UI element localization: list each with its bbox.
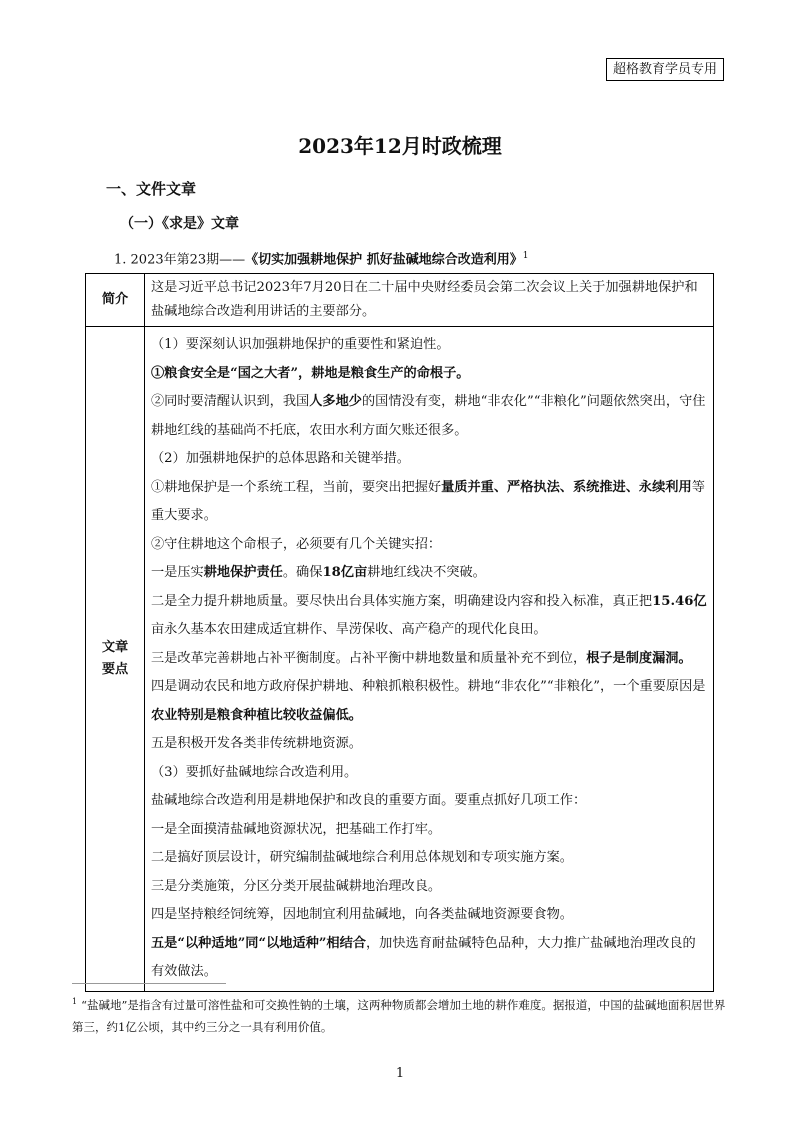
bold-text: 根子是制度漏洞。 <box>586 650 692 666</box>
bold-text: 15.46亿 <box>652 593 707 609</box>
intro-row <box>86 274 714 327</box>
bold-text: ①粮食安全是“国之大者”，耕地是粮食生产的命根子。 <box>151 365 470 381</box>
article-summary-table <box>85 273 714 992</box>
point-paragraph <box>151 474 707 531</box>
point-paragraph: 二是搞好顶层设计，研究编制盐碱地综合利用总体规划和专项实施方案。 <box>151 850 573 865</box>
point-paragraph: 三是分类施策，分区分类开展盐碱耕地治理改良。 <box>151 878 442 894</box>
point-paragraph <box>151 360 707 389</box>
plain-text: 三是改革完善耕地占补平衡制度。占补平衡中耕地数量和质量补充不到位， <box>151 650 587 666</box>
points-label <box>86 327 145 992</box>
bold-text: 人多地少 <box>309 394 362 409</box>
bold-text: 农业特别是粮食种植比较收益偏低。 <box>151 707 362 723</box>
plain-text: 四是调动农民和地方政府保护耕地、种粮抓粮积极性。耕地“非农化”“非粮化”，一个重要原因是 <box>151 679 706 694</box>
subsection-heading: （一）《求是》文章 <box>120 216 239 232</box>
point-paragraph <box>151 388 707 445</box>
plain-text: 二是全力提升耕地质量。要尽快出台具体实施方案，明确建设内容和投入标准，真正把 <box>151 593 653 609</box>
plain-text: 亩永久基本农田建成适宜耕作、旱涝保收、高产稳产的现代化良田。 <box>151 622 547 637</box>
plain-text: 等重大要求。 <box>151 479 705 523</box>
plain-text: 。确保 <box>282 565 323 580</box>
document-title: 2023年12月时政梳理 <box>298 134 502 158</box>
point-paragraph <box>151 645 707 674</box>
point-paragraph <box>151 559 707 588</box>
point-paragraph: （1）要深刻认识加强耕地保护的重要性和紧迫性。 <box>151 337 450 352</box>
intro-text: 这是习近平总书记2023年7月20日在二十届中央财经委员会第二次会议上关于加强耕地保护和盐碱地综合改造利用讲话的主要部分。 <box>145 274 714 327</box>
bold-text: 耕地保护责任 <box>203 565 283 580</box>
article-prefix: 1. 2023年第23期—— <box>114 252 246 268</box>
footnote <box>72 991 730 1038</box>
point-paragraph: （2）加强耕地保护的总体思路和关键举措。 <box>151 451 410 466</box>
article-heading <box>114 246 528 270</box>
point-paragraph: 四是坚持粮经饲统筹，因地制宜利用盐碱地，向各类盐碱地资源要食物。 <box>151 907 573 922</box>
footnote-reference: 1 <box>522 251 529 261</box>
point-paragraph: 一是全面摸清盐碱地资源状况，把基础工作打牢。 <box>151 821 442 837</box>
plain-text: 的国情没有变，耕地“非农化”“非粮化”问题依然突出，守住耕地红线的基础尚不托底，农田水利方面欠账还很多。 <box>151 394 706 438</box>
bold-text: 18亿亩 <box>322 565 368 580</box>
intro-label: 简介 <box>86 274 145 327</box>
plain-text: ①耕地保护是一个系统工程，当前，要突出把握好 <box>151 479 442 495</box>
point-paragraph <box>151 588 707 645</box>
plain-text: ，加快选育耐盐碱特色品种，大力推广盐碱地治理改良的有效做法。 <box>151 935 696 979</box>
bold-text: 量质并重、严格执法、系统推进、永续利用 <box>441 479 692 495</box>
section-heading: 一、文件文章 <box>106 180 197 198</box>
article-title: 《切实加强耕地保护 抓好盐碱地综合改造利用》 <box>245 252 523 268</box>
points-content <box>145 327 714 992</box>
point-paragraph: 盐碱地综合改造利用是耕地保护和改良的重要方面。要重点抓好几项工作： <box>151 793 587 808</box>
point-paragraph: 五是积极开发各类非传统耕地资源。 <box>151 736 362 751</box>
plain-text: 一是压实 <box>151 565 204 580</box>
plain-text: ②同时要清醒认识到，我国 <box>151 394 310 409</box>
point-paragraph <box>151 930 707 987</box>
points-label-line1: 文章 <box>101 639 129 655</box>
bold-text: 五是“以种适地”同“以地适种”相结合 <box>151 935 366 951</box>
point-paragraph: ②守住耕地这个命根子，必须要有几个关键实招： <box>151 536 442 552</box>
page-number: 1 <box>395 1066 405 1081</box>
point-paragraph <box>151 673 707 730</box>
footnote-mark: 1 <box>72 997 78 1006</box>
student-only-stamp: 超格教育学员专用 <box>606 58 724 81</box>
points-row <box>86 327 714 992</box>
footnote-text: “盐碱地”是指含有过量可溶性盐和可交换性钠的土壤，这两种物质都会增加土地的耕作难度。据报道，中国的盐碱地面积居世界第三，约1亿公顷，其中约三分之一具有利用价值。 <box>72 997 726 1034</box>
footnote-separator <box>72 983 226 984</box>
point-paragraph: （3）要抓好盐碱地综合改造利用。 <box>151 764 358 780</box>
points-label-line2: 要点 <box>101 661 129 677</box>
plain-text: 耕地红线决不突破。 <box>367 565 486 580</box>
